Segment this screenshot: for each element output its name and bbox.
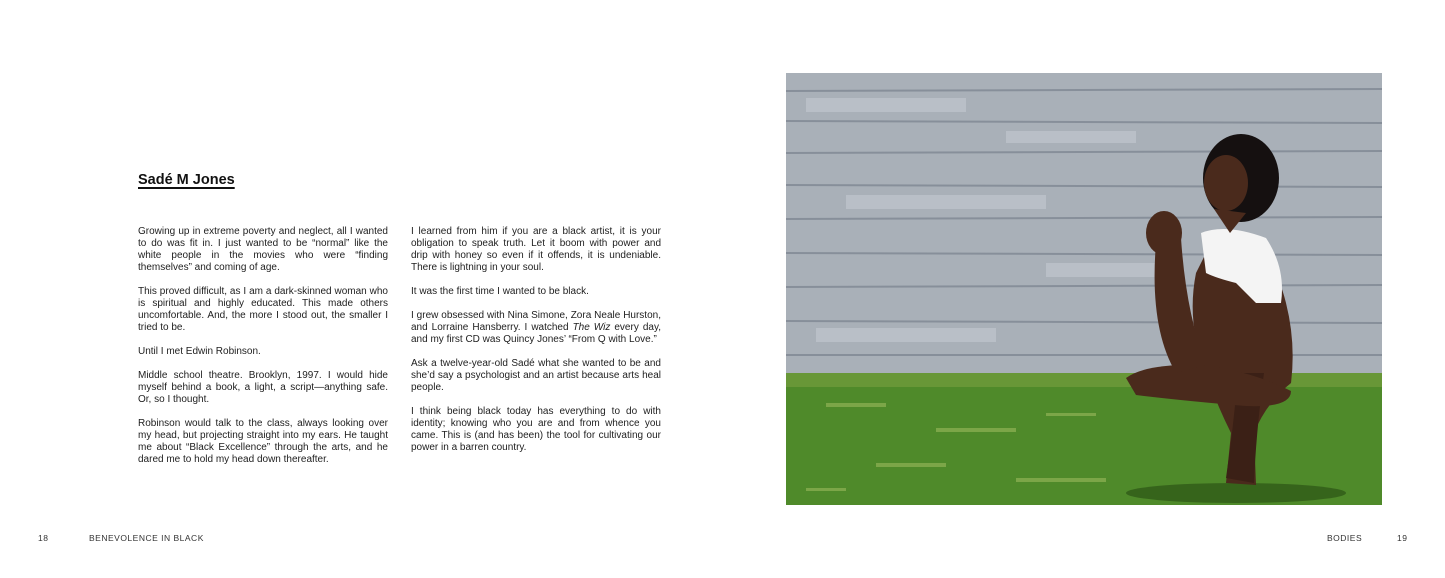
portrait-photo: [786, 73, 1382, 505]
right-running-title: BODIES: [1327, 533, 1363, 543]
right-page-number: 19: [1397, 533, 1408, 543]
paragraph: This proved difficult, as I am a dark-skinned woman who is spiritual and highly educated. This made others uncomfortable. And, the more I stood out, the smaller I tried to be.: [138, 286, 388, 333]
article-title: Sadé M Jones: [138, 172, 235, 188]
paragraph-text: every day, and my first CD was Quincy Jones’ “From Q with Love.”: [411, 322, 661, 345]
paragraph-text: I grew obsessed with Nina Simone, Zora Neale Hurston, and Lorraine Hansberry. I watched: [411, 310, 661, 333]
paragraph: Growing up in extreme poverty and neglect, all I wanted to do was fit in. I just wanted to be “normal” like the white people in the movies who were “finding themselves” and coming of age.: [138, 226, 388, 273]
paragraph: It was the first time I wanted to be black.: [411, 286, 589, 297]
paragraph: Middle school theatre. Brooklyn, 1997. I would hide myself behind a book, a light, a script—anything safe. Or, so I thought.: [138, 370, 388, 405]
paragraph: [411, 310, 661, 346]
paragraph: I learned from him if you are a black artist, it is your obligation to speak truth. Let it boom with power and drip with honey so even if it offends, it is undeniable. There is lightning in your soul.: [411, 226, 661, 273]
paragraph: I think being black today has everything to do with identity; knowing who you are and from whence you came. This is (and has been) the tool for cultivating our power in a barren country.: [411, 406, 661, 453]
right-text-column: [411, 226, 661, 466]
left-text-column: [138, 226, 388, 478]
italic-title: The Wiz: [572, 322, 611, 333]
paragraph: Ask a twelve-year-old Sadé what she wanted to be and she’d say a psychologist and an artist because arts heal people.: [411, 358, 661, 393]
left-running-title: BENEVOLENCE IN BLACK: [89, 533, 204, 543]
paragraph: Robinson would talk to the class, always looking over my head, but projecting straight into my ears. He taught me about “Black Excellence” through the arts, and he dared me to hold my head down thereafter.: [138, 418, 388, 465]
paragraph: Until I met Edwin Robinson.: [138, 346, 261, 357]
left-page-number: 18: [38, 533, 49, 543]
